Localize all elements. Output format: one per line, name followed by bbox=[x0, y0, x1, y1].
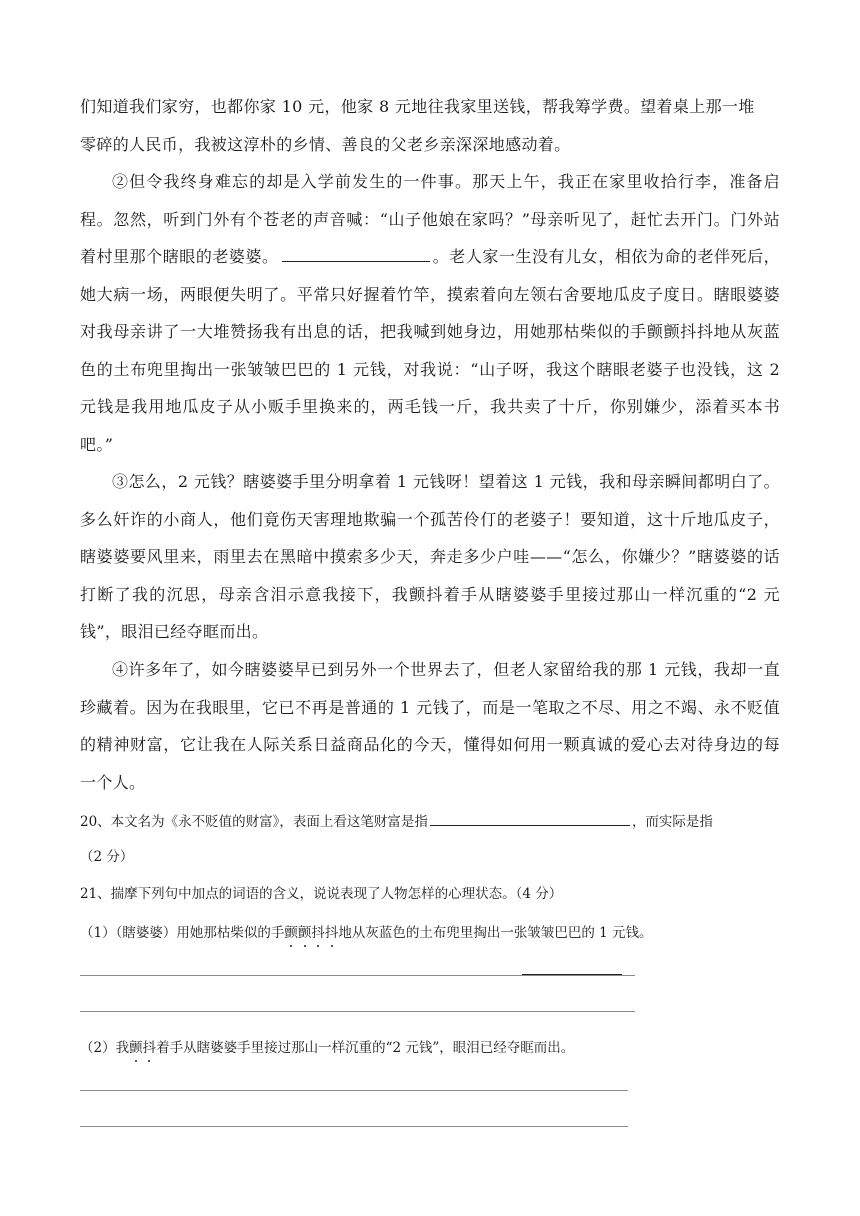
question-20 bbox=[80, 810, 786, 832]
sub-question-text: 着手从瞎婆婆手里接过那山一样沉重的“2 元钱”，眼泪已经夺眶而出。 bbox=[156, 1040, 575, 1056]
sub-question-text: （1）（瞎婆婆）用她那枯柴似的手 bbox=[80, 925, 285, 941]
emphasis-dot-char: 颤 bbox=[297, 925, 312, 941]
emphasis-dot-char: 颤 bbox=[129, 1040, 143, 1056]
emphasis-dot-char: 抖 bbox=[311, 925, 325, 941]
passage-text: 。老人家一生没有儿女，相依为命的老伴死后，她大病一场，两眼便失明了。平常只好握着竹竿，摸索着向左领右舍要地瓜皮子度日。瞎眼婆婆对我母亲讲了一大堆赞扬我有出息的话，把我喊到她身边，用她那枯柴似的手颤颤抖抖地从灰蓝色的土布兜里掏出一张皱皱巴巴的 1 元钱，对我说：“山子呀，我这个瞎眼老婆子也没钱，这 2 元钱是我用地瓜皮子从小贩手里换来的，两毛钱一斤，我共卖了十斤，你别嫌少，添着买本书吧。” bbox=[80, 247, 780, 454]
passage-paragraph-2 bbox=[80, 163, 780, 463]
fill-in-blank[interactable] bbox=[282, 245, 430, 262]
answer-line[interactable] bbox=[80, 1126, 628, 1127]
passage-paragraph-3 bbox=[80, 463, 780, 651]
question-20-score bbox=[80, 847, 786, 867]
answer-line[interactable] bbox=[80, 1090, 628, 1091]
emphasis-dot-char: 抖 bbox=[142, 1040, 157, 1056]
question-text: ，而实际是指 bbox=[631, 814, 713, 830]
question-21-1 bbox=[80, 923, 786, 943]
emphasis-dot-char: 颤 bbox=[284, 925, 298, 941]
question-21-2 bbox=[80, 1038, 786, 1058]
score-label: （2 分） bbox=[80, 849, 134, 865]
passage-text: ④许多年了，如今瞎婆婆早已到另外一个世界去了，但老人家留给我的那 1 元钱，我却一直珍藏着。因为在我眼里，它已不再是普通的 1 元钱了，而是一笔取之不尽、用之不竭、永不贬值的精神财富，它让我在人际关系日益商品化的今天，懂得如何用一颗真诚的爱心去对待身边的每一个人。 bbox=[80, 660, 780, 792]
passage-paragraph-4 bbox=[80, 651, 780, 801]
passage-line: 零碎的人民币，我被这淳朴的乡情、善良的父老乡亲深深地感动着。 bbox=[80, 134, 571, 154]
question-21 bbox=[80, 884, 786, 904]
passage-text: ③怎么，2 元钱？瞎婆婆手里分明拿着 1 元钱呀！望着这 1 元钱，我和母亲瞬间都明白了。多么奸诈的小商人，他们竟伤天害理地欺骗一个孤苦伶仃的老婆子！要知道，这十斤地瓜皮子，瞎婆婆要风里来，雨里去在黑暗中摸索多少天，奔走多少户哇——“怎么，你嫌少？”瞎婆婆的话打断了我的沉思，母亲含泪示意我接下，我颤抖着手从瞎婆婆手里接过那山一样沉重的“2 元钱”，眼泪已经夺眶而出。 bbox=[80, 472, 780, 641]
sub-question-text: 地从灰蓝色的土布兜里掏出一张皱皱巴巴的 1 元钱。 bbox=[338, 925, 653, 941]
question-text: 20、本文名为《永不贬值的财富》，表面上看这笔财富是指 bbox=[80, 814, 428, 830]
passage-text: ②但令我终身难忘的却是入学前发生的一件事。那天上午，我正在家里收拾行李，准备启程。忽然，听到门外有个苍老的声音喊：“山子他娘在家吗？”母亲听见了，赶忙去开门。门外站着村里那个瞎眼的老婆婆。 bbox=[80, 172, 780, 266]
answer-line[interactable] bbox=[80, 975, 635, 976]
passage-paragraph-1 bbox=[80, 88, 780, 163]
answer-line-segment bbox=[522, 974, 622, 975]
question-text: 21、揣摩下列句中加点的词语的含义，说说表现了人物怎样的心理状态。（4 分） bbox=[80, 886, 563, 902]
answer-blank[interactable] bbox=[430, 810, 630, 826]
passage-line: 们知道我们家穷，也都你家 10 元，他家 8 元地往我家里送钱，帮我筹学费。望着桌上那一堆 bbox=[80, 97, 755, 116]
emphasis-dot-char: 抖 bbox=[324, 925, 339, 941]
dotted-word bbox=[284, 925, 338, 941]
answer-line[interactable] bbox=[80, 1011, 635, 1012]
dotted-word bbox=[129, 1040, 156, 1056]
sub-question-text: （2）我 bbox=[80, 1040, 130, 1056]
